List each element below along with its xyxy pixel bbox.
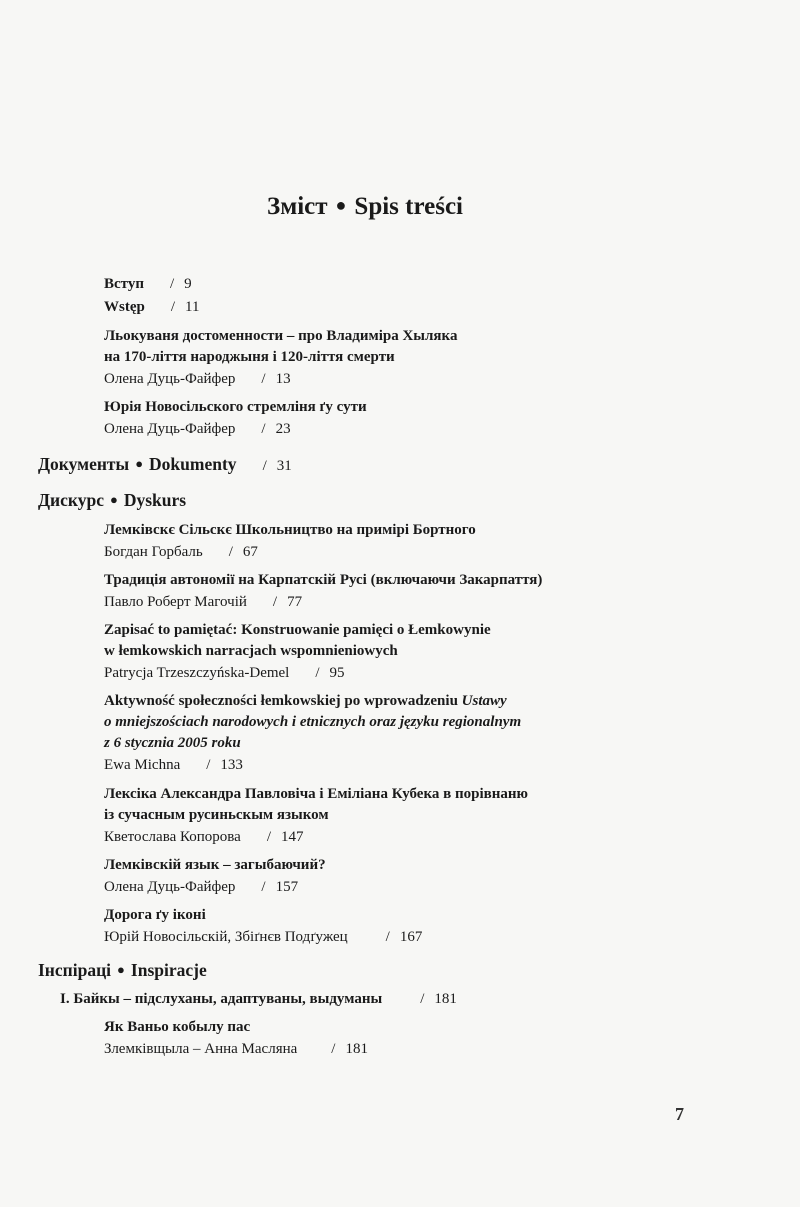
toc-entry-author: Олена Дуць-Файфер / 157 bbox=[104, 879, 299, 895]
toc-entry-title[interactable]: Дорога ґу іконі bbox=[104, 907, 206, 923]
section-dyskurs[interactable]: Дискурс ● Dyskurs bbox=[38, 490, 187, 510]
bullet-dot-icon: ● bbox=[135, 456, 144, 471]
toc-subsection[interactable]: I. Байкы – підслуханы, адаптуваны, выдуманы / 181 bbox=[60, 991, 457, 1007]
toc-entry-title: на 170-ліття народжыня і 120-ліття смерти bbox=[104, 349, 395, 365]
toc-entry-title: z 6 stycznia 2005 roku bbox=[104, 735, 241, 751]
toc-entry-wstep[interactable]: Wstęp / 11 bbox=[104, 299, 200, 315]
toc-entry-title[interactable]: Юрія Новосільского стремліня ґу сути bbox=[104, 399, 367, 415]
bullet-dot-icon: ● bbox=[335, 195, 347, 215]
toc-entry-title[interactable]: Лемківскій язык – загыбаючий? bbox=[104, 857, 326, 873]
toc-entry-author: Олена Дуць-Файфер / 13 bbox=[104, 371, 291, 387]
bullet-dot-icon: ● bbox=[109, 492, 118, 507]
toc-entry-author: Кветослава Копорова / 147 bbox=[104, 829, 304, 845]
toc-entry-author: Богдан Горбаль / 67 bbox=[104, 544, 258, 560]
toc-entry-author: Павло Роберт Магочій / 77 bbox=[104, 594, 303, 610]
page-number: 7 bbox=[675, 1104, 684, 1124]
toc-entry-author: Олена Дуць-Файфер / 23 bbox=[104, 421, 291, 437]
toc-entry-title: o mniejszościach narodowych i etnicznych oraz języku regionalnym bbox=[104, 714, 522, 730]
toc-entry-title[interactable]: Лемківскє Сільскє Школьництво на примірі Бортного bbox=[104, 522, 476, 538]
toc-entry-title[interactable]: Льокуваня достоменности – про Владиміра Хыляка bbox=[104, 328, 458, 344]
toc-entry-author: Patrycja Trzeszczyńska-Demel / 95 bbox=[104, 665, 345, 681]
toc-entry-title[interactable]: Традиція автономії на Карпатскій Русі (включаючи Закарпаття) bbox=[104, 572, 543, 588]
toc-entry-title[interactable]: Лексіка Александра Павловіча і Еміліана Кубека в порівнаню bbox=[104, 786, 528, 802]
toc-entry-author: Злемківщыла – Анна Масляна / 181 bbox=[104, 1041, 368, 1057]
toc-entry-title[interactable]: Aktywność społeczności łemkowskiej po wprowadzeniu Ustawy bbox=[104, 693, 507, 709]
toc-entry-title[interactable]: Zapisać to pamiętać: Konstruowanie pamięci o Łemkowynie bbox=[104, 622, 491, 638]
section-inspiracje[interactable]: Інспіраці ● Inspiracje bbox=[38, 960, 207, 980]
bullet-dot-icon: ● bbox=[117, 962, 125, 977]
toc-entry-title: w łemkowskich narracjach wspomnieniowych bbox=[104, 643, 398, 659]
page-title: Зміст ● Spis treści bbox=[267, 193, 463, 220]
toc-entry-author: Юрій Новосільскій, Збіґнєв Подґужец / 167 bbox=[104, 929, 423, 945]
toc-entry-title: із сучасным русиньскым языком bbox=[104, 807, 329, 823]
toc-entry-author: Ewa Michna / 133 bbox=[104, 757, 243, 773]
toc-entry-vstup[interactable]: Вступ / 9 bbox=[104, 276, 192, 292]
section-dokumenty[interactable]: Документы ● Dokumenty / 31 bbox=[38, 454, 292, 474]
toc-entry-title[interactable]: Як Ваньо кобылу пас bbox=[104, 1019, 251, 1035]
